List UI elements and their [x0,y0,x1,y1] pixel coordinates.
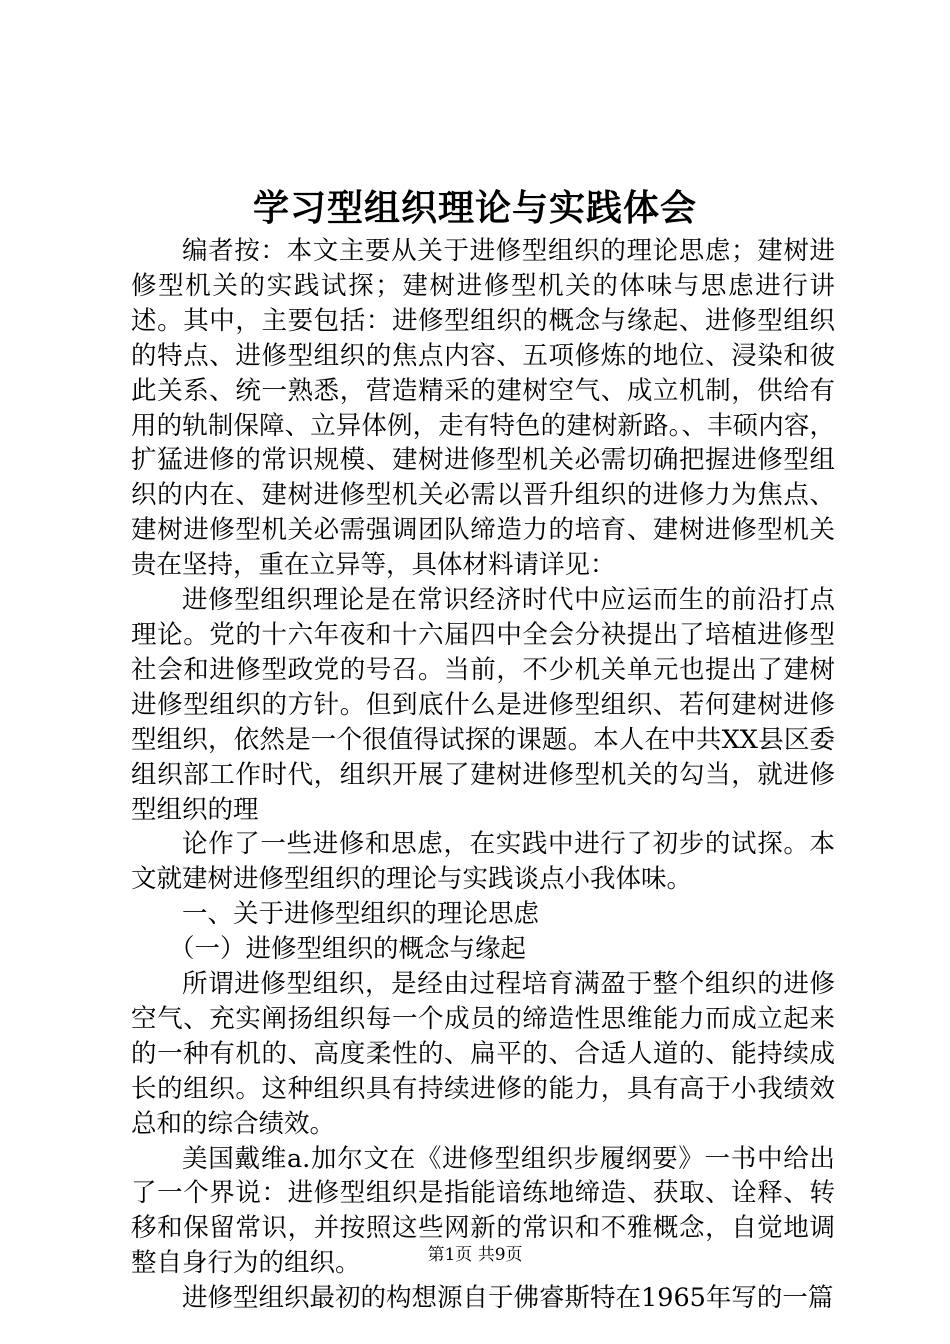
paragraph-definition: 所谓进修型组织，是经由过程培育满盈于整个组织的进修空气、充实阐扬组织每一个成员的缔造性思维能力而成立起来的一种有机的、高度柔性的、扁平的、合适人道的、能持续成长的组织。这种组织具有持续进修的能力，具有高于小我绩效总和的综合绩效。 [131,969,835,1139]
document-title: 学习型组织理论与实践体会 [252,187,697,229]
paragraph-editor-note: 编者按：本文主要从关于进修型组织的理论思虑；建树进修型机关的实践试探；建树进修型机关的体味与思虑进行讲述。其中，主要包括：进修型组织的概念与缘起、进修型组织的特点、进修型组织的焦点内容、五项修炼的地位、浸染和彼此关系、统一熟悉，营造精采的建树空气、成立机制，供给有用的轨制保障、立异体例，走有特色的建树新路。、丰硕内容，扩猛进修的常识规模、建树进修型机关必需切确把握进修型组织的内在、建树进修型机关必需以晋升组织的进修力为焦点、建树进修型机关必需强调团队缔造力的培育、建树进修型机关贵在坚持，重在立异等，具体材料请详见： [131,236,835,581]
paragraph-intro: 进修型组织理论是在常识经济时代中应运而生的前沿打点理论。党的十六年夜和十六届四中全会分袂提出了培植进修型社会和进修型政党的号召。当前，不少机关单元也提出了建树进修型组织的方针。但到底什么是进修型组织、若何建树进修型组织，依然是一个很值得试探的课题。本人在中共XX县区委组织部工作时代，组织开展了建树进修型机关的勾当，就进修型组织的理 [131,585,835,825]
paragraph-origin: 进修型组织最初的构想源自于佛睿斯特在1965年写的一篇 [182,1283,834,1314]
paragraph-garvin-definition: 美国戴维a.加尔文在《进修型组织步履纲要》一书中给出了一个界说：进修型组织是指能谙练地缔造、获取、诠释、转移和保留常识，并按照这些网新的常识和不雅概念，自觉地调整自身行为的组织。 [131,1143,835,1279]
subsection-heading: （一）进修型组织的概念与缘起 [169,934,527,965]
paragraph-intro-continued: 论作了一些进修和思虑，在实践中进行了初步的试探。本文就建树进修型组织的理论与实践谈点小我体味。 [131,829,835,895]
page-footer: 第1页 共9页 [427,1245,523,1265]
document-body [131,234,835,1316]
section-heading: 一、关于进修型组织的理论思虑 [182,899,540,930]
